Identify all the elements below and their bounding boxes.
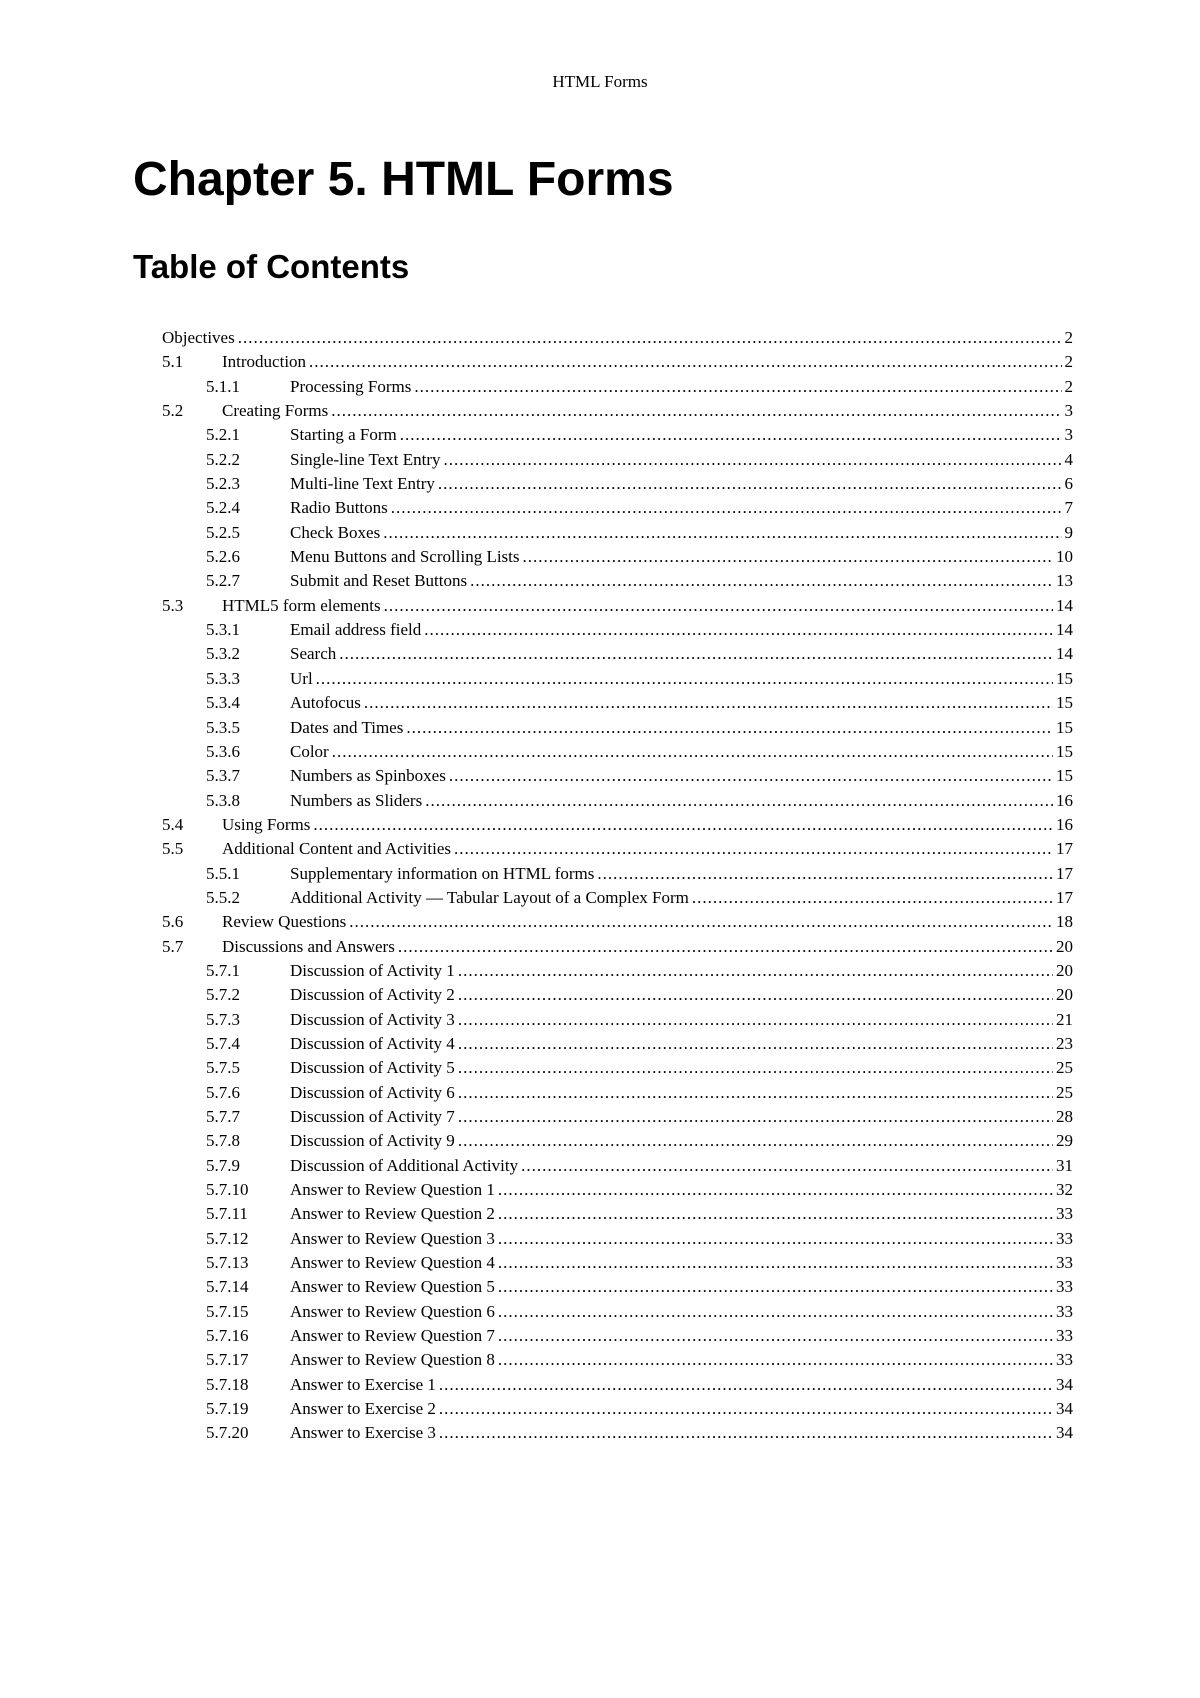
toc-entry-number: 5.7.1 (206, 960, 240, 980)
toc-entry-title[interactable]: Search (290, 644, 337, 664)
toc-entry-page-number: 29 (1056, 1131, 1073, 1151)
toc-entry-number: 5.3.1 (206, 620, 240, 640)
toc-entry-page-number: 3 (1064, 401, 1073, 421)
toc-entry[interactable] (162, 1275, 1073, 1299)
toc-entry[interactable] (162, 545, 1073, 569)
toc-dot-leader (692, 886, 1053, 910)
toc-dot-leader (470, 569, 1053, 593)
toc-entry[interactable] (162, 789, 1073, 813)
toc-entry-number: 5.2 (162, 401, 184, 421)
toc-heading: Table of Contents (133, 248, 410, 285)
toc-dot-leader (439, 1397, 1053, 1421)
toc-entry[interactable] (162, 959, 1073, 983)
toc-dot-leader (458, 1129, 1053, 1153)
toc-entry-title[interactable]: Discussion of Activity 6 (290, 1082, 455, 1102)
toc-entry[interactable] (162, 594, 1073, 618)
toc-dot-leader (398, 935, 1053, 959)
toc-entry[interactable] (162, 1202, 1073, 1226)
toc-entry[interactable] (162, 326, 1073, 350)
toc-entry-title[interactable]: Dates and Times (290, 717, 404, 737)
toc-entry-page-number: 33 (1056, 1350, 1073, 1370)
toc-entry-page-number: 34 (1056, 1423, 1073, 1443)
toc-dot-leader (339, 642, 1053, 666)
toc-entry-number: 5.7 (162, 936, 184, 956)
toc-entry[interactable] (162, 1324, 1073, 1348)
toc-entry-page-number: 2 (1064, 328, 1073, 347)
toc-entry-number: 5.3.5 (206, 717, 240, 737)
toc-entry-page-number: 23 (1056, 1033, 1073, 1053)
chapter-title: Chapter 5. HTML Forms (133, 153, 674, 206)
toc-entry[interactable] (162, 910, 1073, 934)
toc-entry[interactable] (162, 642, 1073, 666)
toc-entry-page-number: 33 (1056, 1228, 1073, 1248)
toc-dot-leader (406, 716, 1053, 740)
toc-entry-page-number: 25 (1056, 1082, 1073, 1102)
toc-entry[interactable] (162, 1178, 1073, 1202)
toc-entry[interactable] (162, 1421, 1073, 1445)
toc-dot-leader (458, 959, 1053, 983)
toc-dot-leader (498, 1178, 1053, 1202)
toc-dot-leader (498, 1348, 1053, 1372)
toc-entry-page-number: 17 (1056, 863, 1073, 883)
toc-dot-leader (498, 1300, 1053, 1324)
toc-entry-title[interactable]: Answer to Exercise 1 (290, 1374, 436, 1394)
toc-entry[interactable] (162, 983, 1073, 1007)
toc-entry[interactable] (162, 521, 1073, 545)
toc-entry-title[interactable]: Answer to Review Question 1 (290, 1180, 495, 1200)
toc-entry-page-number: 15 (1056, 717, 1073, 737)
toc-entry-page-number: 14 (1056, 644, 1073, 664)
toc-dot-leader (383, 521, 1061, 545)
toc-entry[interactable] (162, 399, 1073, 423)
toc-entry-page-number: 13 (1056, 571, 1073, 591)
toc-entry-page-number: 33 (1056, 1204, 1073, 1224)
toc-entry-number: 5.3 (162, 595, 184, 615)
toc-dot-leader (498, 1227, 1053, 1251)
toc-entry-number: 5.3.6 (206, 741, 240, 761)
toc-entry-number: 5.7.8 (206, 1131, 240, 1151)
toc-entry-number: 5.7.15 (206, 1301, 249, 1321)
toc-entry-number: 5.7.17 (206, 1350, 249, 1370)
toc-dot-leader (449, 764, 1053, 788)
toc-entry-page-number: 14 (1056, 595, 1073, 615)
toc-entry-page-number: 17 (1056, 887, 1073, 907)
toc-entry-page-number: 34 (1056, 1374, 1073, 1394)
toc-entry-page-number: 32 (1056, 1180, 1073, 1200)
toc-entry-number: 5.2.4 (206, 498, 240, 518)
toc-dot-leader (400, 423, 1062, 447)
toc-entry-number: 5.3.7 (206, 766, 240, 786)
toc-entry-page-number: 33 (1056, 1253, 1073, 1273)
toc-entry-number: 5.7.10 (206, 1180, 249, 1200)
toc-entry-number: 5.6 (162, 912, 184, 932)
toc-entry-page-number: 16 (1056, 814, 1073, 834)
toc-entry-number: 5.7.18 (206, 1374, 249, 1394)
toc-entry-title[interactable]: Radio Buttons (290, 498, 388, 518)
toc-entry-title[interactable]: Discussion of Activity 2 (290, 985, 455, 1005)
toc-entry-number: 5.7.20 (206, 1423, 249, 1443)
toc-entry-number: 5.1 (162, 352, 184, 372)
toc-dot-leader (498, 1202, 1053, 1226)
toc-entry-title[interactable]: Answer to Review Question 8 (290, 1350, 495, 1370)
toc-dot-leader (458, 1032, 1053, 1056)
toc-entry-page-number: 15 (1056, 766, 1073, 786)
toc-entry[interactable] (162, 691, 1073, 715)
toc-entry-number: 5.2.7 (206, 571, 240, 591)
toc-entry-title[interactable]: Email address field (290, 620, 422, 640)
toc-entry-title[interactable]: HTML5 form elements (222, 595, 381, 615)
toc-entry-title[interactable]: Supplementary information on HTML forms (290, 863, 595, 883)
toc-entry-page-number: 2 (1064, 376, 1073, 396)
toc-dot-leader (458, 1008, 1053, 1032)
toc-entry-number: 5.7.13 (206, 1253, 249, 1273)
toc-entry[interactable] (162, 496, 1073, 520)
toc-entry-title[interactable]: Processing Forms (290, 376, 412, 396)
toc-entry-number: 5.7.2 (206, 985, 240, 1005)
toc-entry-page-number: 3 (1064, 425, 1073, 445)
toc-entry[interactable] (162, 1008, 1073, 1032)
toc-dot-leader (316, 667, 1053, 691)
toc-entry-title[interactable]: Numbers as Spinboxes (290, 766, 446, 786)
toc-dot-leader (444, 448, 1062, 472)
toc-dot-leader (332, 740, 1053, 764)
toc-entry[interactable] (162, 1251, 1073, 1275)
toc-dot-leader (597, 862, 1053, 886)
toc-entry-title[interactable]: Menu Buttons and Scrolling Lists (290, 547, 520, 567)
toc-entry-title[interactable]: Discussion of Activity 7 (290, 1107, 455, 1126)
toc-dot-leader (238, 326, 1062, 350)
toc-entry-number: 5.7.11 (206, 1204, 248, 1224)
toc-entry-number: 5.5.2 (206, 887, 240, 907)
toc-entry-title[interactable]: Answer to Review Question 4 (290, 1253, 495, 1273)
toc-entry-number: 5.3.8 (206, 790, 240, 810)
toc-entry-page-number: 4 (1064, 449, 1073, 469)
toc-dot-leader (425, 789, 1053, 813)
toc-entry-number: 5.2.6 (206, 547, 240, 567)
toc-entry-page-number: 20 (1056, 960, 1073, 980)
toc-dot-leader (384, 594, 1053, 618)
toc-entry-title[interactable]: Additional Activity — Tabular Layout of a Complex Form (290, 887, 689, 907)
toc-entry[interactable] (162, 1397, 1073, 1421)
toc-entry-number: 5.4 (162, 814, 184, 834)
toc-entry-page-number: 2 (1064, 352, 1073, 372)
toc-dot-leader (364, 691, 1053, 715)
toc-entry-title[interactable]: Answer to Exercise 2 (290, 1399, 436, 1419)
toc-entry-page-number: 7 (1064, 498, 1073, 518)
toc-entry-title[interactable]: Numbers as Sliders (290, 790, 423, 810)
toc-entry-page-number: 20 (1056, 936, 1073, 956)
toc-dot-leader (521, 1154, 1053, 1178)
toc-entry-title[interactable]: Additional Content and Activities (222, 839, 452, 859)
toc-entry[interactable] (162, 1348, 1073, 1372)
toc-entry-number: 5.2.2 (206, 449, 240, 469)
toc-entry-title[interactable]: Check Boxes (290, 522, 381, 542)
toc-entry-title[interactable]: Answer to Review Question 2 (290, 1204, 495, 1224)
toc-dot-leader (439, 1421, 1053, 1445)
toc-dot-leader (458, 1056, 1053, 1080)
toc-entry-title[interactable]: Autofocus (290, 693, 361, 713)
toc-entry-page-number: 18 (1056, 912, 1073, 932)
toc-entry[interactable] (162, 350, 1073, 374)
toc-entry-number: 5.5 (162, 839, 184, 859)
toc-entry-title[interactable]: Answer to Review Question 3 (290, 1228, 495, 1248)
toc-entry-title[interactable]: Using Forms (222, 814, 311, 834)
toc-entry-number: 5.7.19 (206, 1399, 249, 1419)
toc-entry-number: 5.7.14 (206, 1277, 249, 1297)
toc-entry-number: 5.3.3 (206, 668, 240, 688)
toc-entry-title[interactable]: Answer to Review Question 6 (290, 1301, 495, 1321)
toc-entry-title[interactable]: Color (290, 741, 329, 761)
toc-entry[interactable] (162, 740, 1073, 764)
toc-entry[interactable] (162, 862, 1073, 886)
toc-entry-number: 5.7.3 (206, 1009, 240, 1029)
toc-entry[interactable] (162, 1056, 1073, 1080)
toc-entry-page-number: 33 (1056, 1326, 1073, 1346)
toc-dot-leader (458, 983, 1053, 1007)
toc-entry-number: 5.2.5 (206, 522, 240, 542)
toc-entry-title[interactable]: Discussion of Additional Activity (290, 1155, 519, 1175)
toc-entry-number: 5.7.12 (206, 1228, 249, 1248)
toc-entry[interactable] (162, 1154, 1073, 1178)
toc-entry-title[interactable]: Creating Forms (222, 401, 329, 421)
toc-entry[interactable] (162, 667, 1073, 691)
toc-entry[interactable] (162, 1373, 1073, 1397)
toc-entry[interactable] (162, 618, 1073, 642)
toc-entry-title[interactable]: Discussion of Activity 3 (290, 1009, 455, 1029)
toc-entry-title[interactable]: Answer to Exercise 3 (290, 1423, 436, 1443)
toc-dot-leader (313, 813, 1053, 837)
toc-entry-number: 5.7.16 (206, 1326, 249, 1346)
toc-entry-title[interactable]: Url (290, 668, 313, 688)
toc-dot-leader (309, 350, 1061, 374)
toc-entry-number: 5.7.7 (206, 1107, 240, 1126)
toc-entry-number: 5.7.6 (206, 1082, 240, 1102)
toc-entry-title[interactable]: Introduction (222, 352, 307, 372)
toc-entry-title[interactable]: Starting a Form (290, 425, 397, 445)
toc-entry-title[interactable]: Answer to Review Question 7 (290, 1326, 495, 1346)
toc-entry[interactable] (162, 1032, 1073, 1056)
toc-entry[interactable] (162, 1300, 1073, 1324)
toc-entry[interactable] (162, 423, 1073, 447)
toc-entry-page-number: 15 (1056, 668, 1073, 688)
toc-entry[interactable] (162, 1105, 1073, 1129)
toc-dot-leader (391, 496, 1062, 520)
toc-entry-page-number: 25 (1056, 1058, 1073, 1078)
toc-entry-number: 5.2.1 (206, 425, 240, 445)
toc-entry-title[interactable]: Discussions and Answers (222, 936, 395, 956)
toc-entry-title[interactable]: Answer to Review Question 5 (290, 1277, 495, 1297)
toc-dot-leader (458, 1081, 1053, 1105)
table-of-contents (162, 326, 1073, 1446)
toc-entry-page-number: 15 (1056, 741, 1073, 761)
toc-entry-title[interactable]: Submit and Reset Buttons (290, 571, 468, 591)
toc-dot-leader (414, 375, 1061, 399)
toc-entry-page-number: 33 (1056, 1277, 1073, 1297)
toc-entry-page-number: 16 (1056, 790, 1073, 810)
running-header: HTML Forms (552, 72, 648, 91)
toc-entry[interactable] (162, 813, 1073, 837)
toc-entry[interactable] (162, 448, 1073, 472)
toc-entry-number: 5.3.2 (206, 644, 240, 664)
toc-entry-page-number: 17 (1056, 839, 1073, 859)
toc-entry-page-number: 6 (1064, 474, 1073, 494)
toc-dot-leader (498, 1324, 1053, 1348)
toc-entry[interactable] (162, 569, 1073, 593)
toc-dot-leader (331, 399, 1061, 423)
toc-entry[interactable] (162, 935, 1073, 959)
toc-entry[interactable] (162, 837, 1073, 861)
toc-dot-leader (523, 545, 1054, 569)
toc-dot-leader (424, 618, 1053, 642)
toc-entry-title[interactable]: Review Questions (222, 912, 347, 932)
toc-entry-page-number: 34 (1056, 1399, 1073, 1419)
toc-entry[interactable] (162, 472, 1073, 496)
toc-entry[interactable] (162, 375, 1073, 399)
toc-entry-page-number: 28 (1056, 1107, 1073, 1126)
toc-entry[interactable] (162, 886, 1073, 910)
toc-dot-leader (458, 1105, 1053, 1129)
toc-entry-number: 5.5.1 (206, 863, 240, 883)
toc-entry-number: 5.7.5 (206, 1058, 240, 1078)
toc-dot-leader (439, 1373, 1053, 1397)
toc-entry[interactable] (162, 764, 1073, 788)
toc-entry-page-number: 20 (1056, 985, 1073, 1005)
toc-entry-page-number: 31 (1056, 1155, 1073, 1175)
toc-entry-number: 5.7.9 (206, 1155, 240, 1175)
toc-entry-page-number: 21 (1056, 1009, 1073, 1029)
toc-entry[interactable] (162, 1227, 1073, 1251)
toc-entry-title[interactable]: Objectives (162, 328, 235, 347)
toc-entry[interactable] (162, 716, 1073, 740)
toc-entry-number: 5.3.4 (206, 693, 240, 713)
toc-entry-title[interactable]: Discussion of Activity 5 (290, 1058, 455, 1078)
toc-entry[interactable] (162, 1081, 1073, 1105)
toc-entry-number: 5.1.1 (206, 376, 240, 396)
toc-entry-page-number: 33 (1056, 1301, 1073, 1321)
toc-entry-title[interactable]: Discussion of Activity 1 (290, 960, 455, 980)
toc-entry-number: 5.7.4 (206, 1033, 240, 1053)
toc-entry-page-number: 15 (1056, 693, 1073, 713)
toc-entry-number: 5.2.3 (206, 474, 240, 494)
toc-dot-leader (498, 1251, 1053, 1275)
toc-entry-page-number: 10 (1056, 547, 1073, 567)
toc-entry-title[interactable]: Multi-line Text Entry (290, 474, 435, 494)
toc-entry[interactable] (162, 1129, 1073, 1153)
toc-dot-leader (349, 910, 1053, 934)
toc-entry-title[interactable]: Single-line Text Entry (290, 449, 441, 469)
toc-entry-page-number: 14 (1056, 620, 1073, 640)
toc-dot-leader (454, 837, 1053, 861)
toc-dot-leader (498, 1275, 1053, 1299)
toc-dot-leader (438, 472, 1062, 496)
toc-entry-title[interactable]: Discussion of Activity 4 (290, 1033, 455, 1053)
toc-entry-title[interactable]: Discussion of Activity 9 (290, 1131, 455, 1151)
toc-entry-page-number: 9 (1064, 522, 1073, 542)
